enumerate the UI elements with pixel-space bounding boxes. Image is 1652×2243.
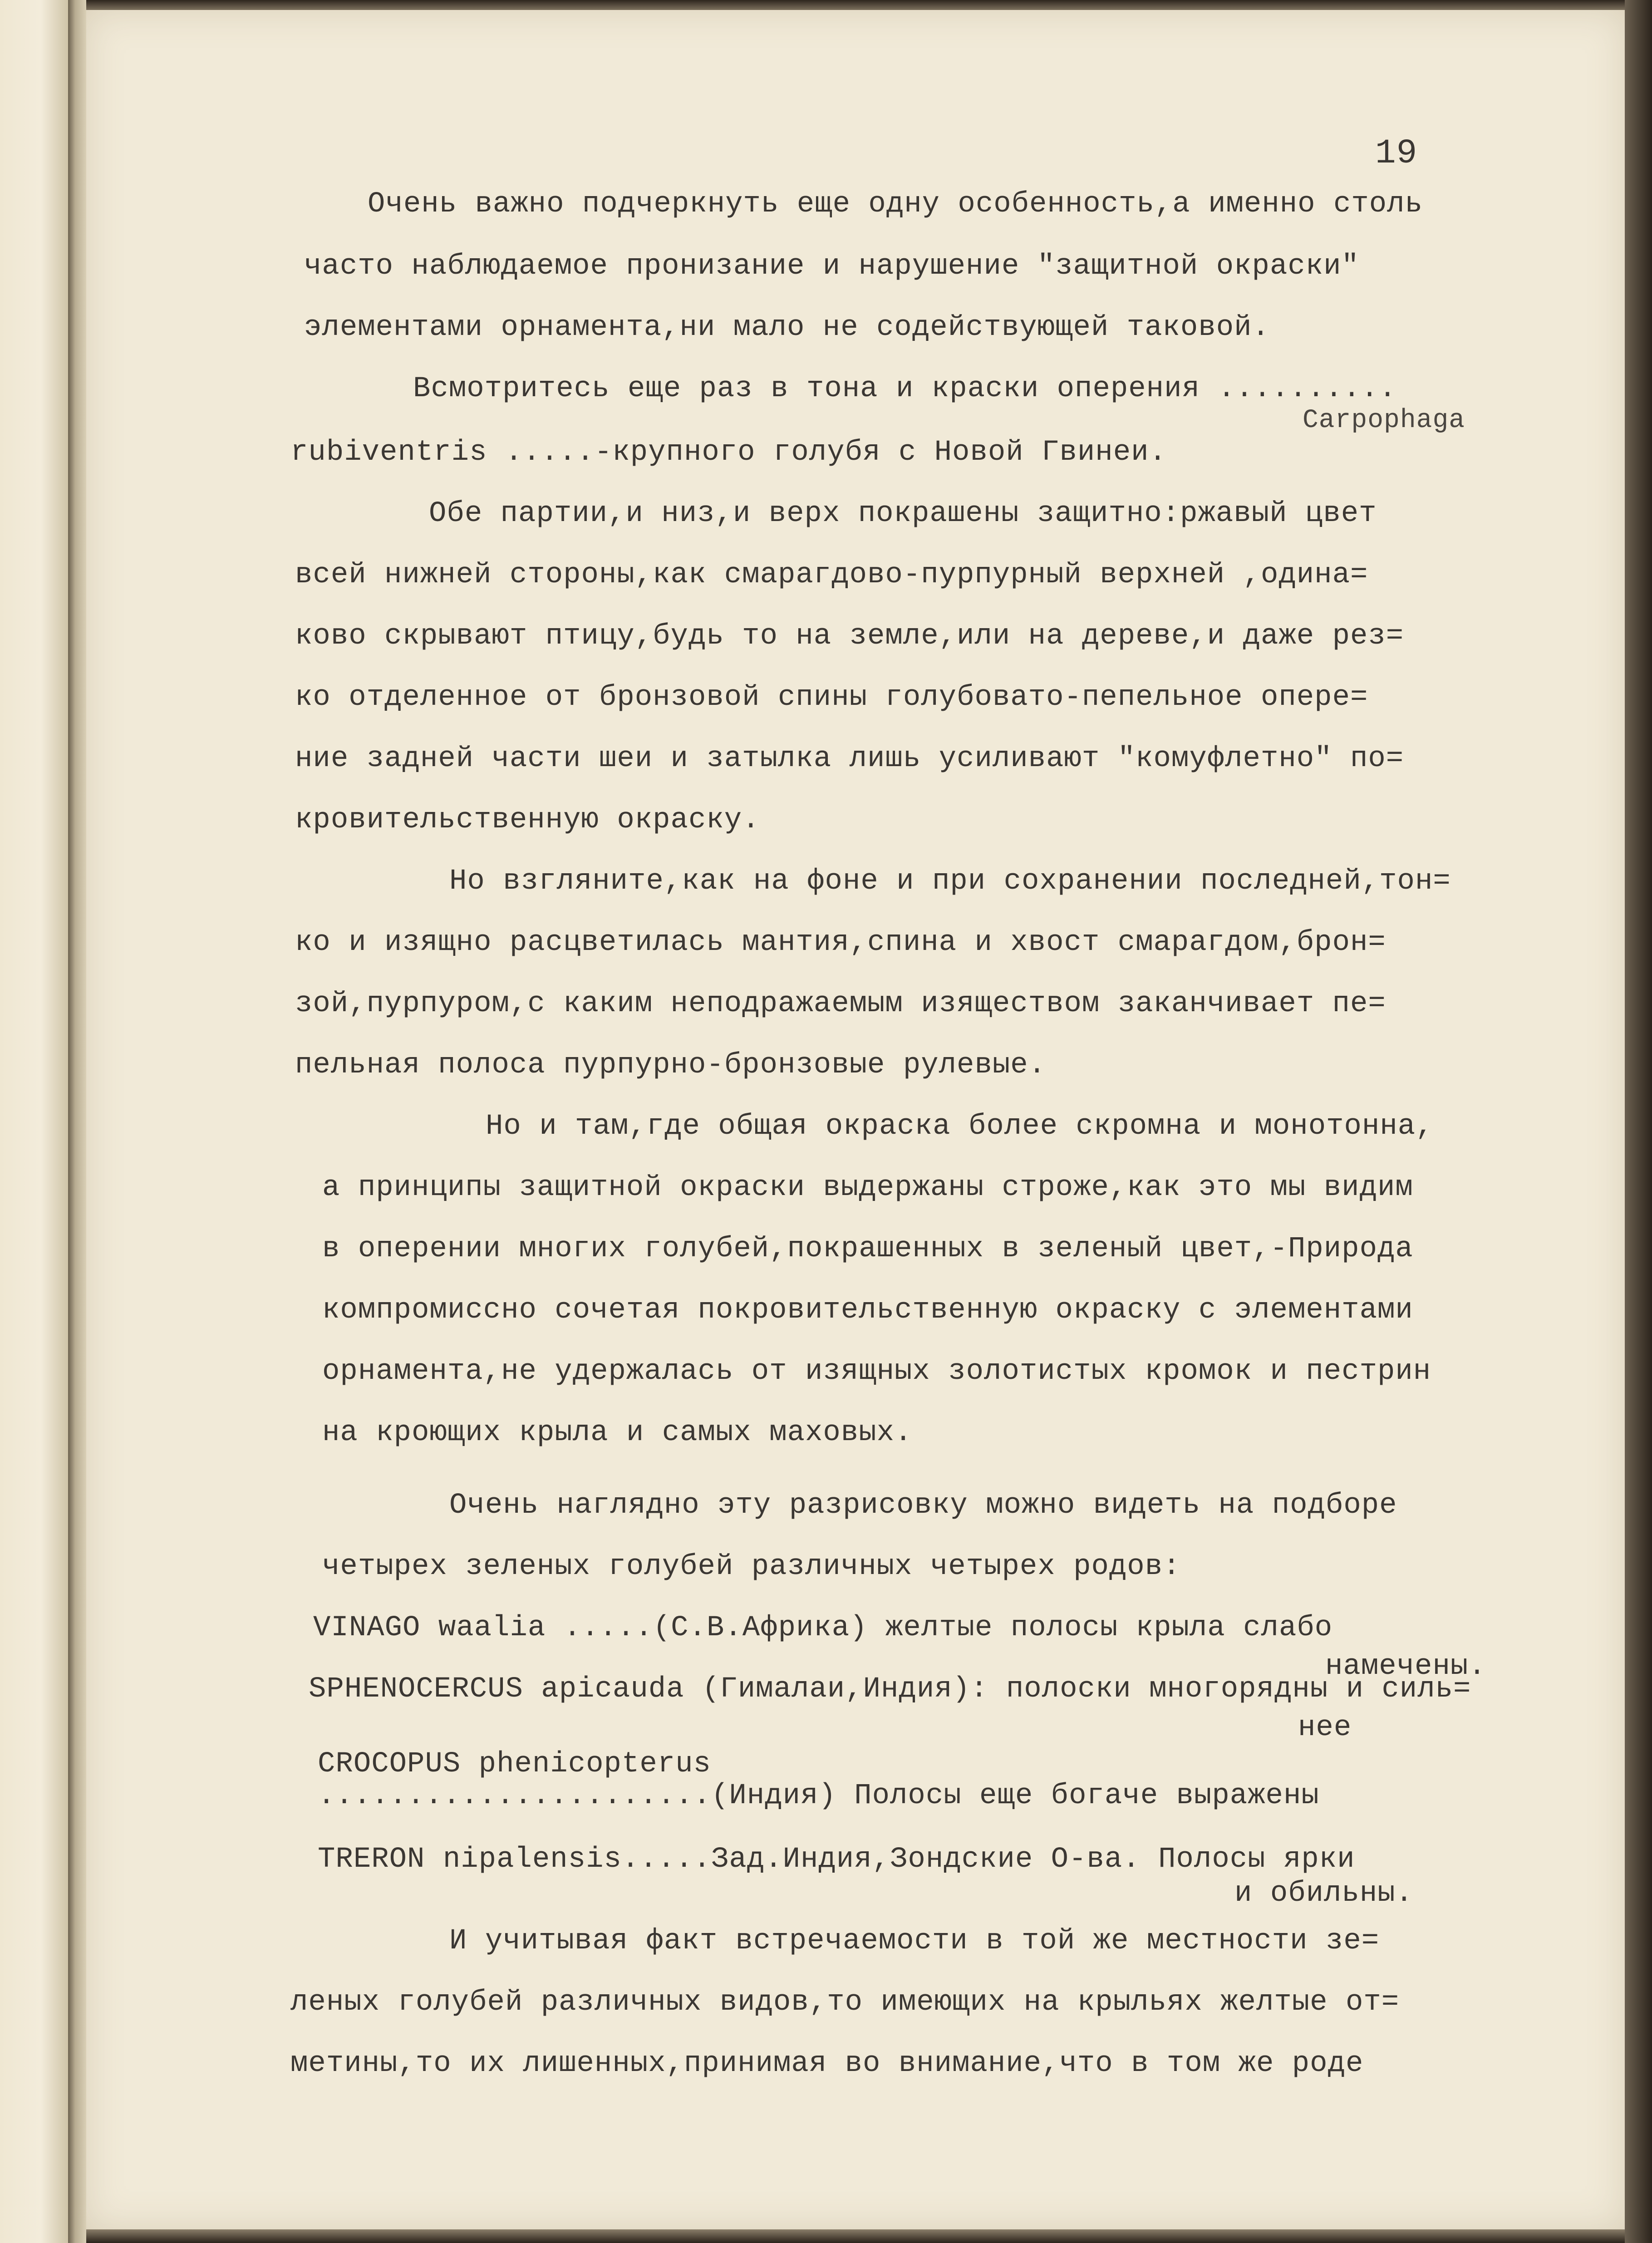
text-line: намечены.: [1325, 1650, 1486, 1683]
text-line: Очень наглядно эту разрисовку можно видеть на подборе: [449, 1489, 1397, 1522]
text-line: в оперении многих голубей,покрашенных в зеленый цвет,-Природа: [322, 1233, 1413, 1265]
text-line: пельная полоса пурпурно-бронзовые рулевые.: [295, 1049, 1047, 1082]
text-line: ......................(Индия) Полосы еще богаче выражены: [318, 1780, 1319, 1812]
text-line: на кроющих крыла и самых маховых.: [322, 1417, 913, 1449]
page-number: 19: [1375, 134, 1418, 173]
text-line: ко отделенное от бронзовой спины голубовато-пепельное опере=: [295, 681, 1368, 714]
text-line: ко и изящно расцветилась мантия,спина и хвост смарагдом,брон=: [295, 926, 1386, 959]
bottom-edge: [86, 2229, 1625, 2243]
binding-shadow: [68, 0, 86, 2243]
text-line: компромиссно сочетая покровительственную окраску с элементами: [322, 1294, 1413, 1327]
text-line: Обе партии,и низ,и верх покрашены защитно:ржавый цвет: [429, 497, 1377, 530]
text-line: SPHENOCERCUS apicauda (Гималаи,Индия): полоски многорядны и силь=: [309, 1673, 1471, 1706]
right-edge: [1625, 0, 1652, 2243]
text-line: ние задней части шеи и затылка лишь усиливают "комуфлетно" по=: [295, 743, 1404, 775]
text-line: зой,пурпуром,с каким неподражаемым изяществом заканчивает пе=: [295, 988, 1386, 1020]
text-line: нее: [1298, 1712, 1352, 1744]
top-edge: [86, 0, 1625, 10]
text-line: CROCOPUS phenicopterus: [318, 1748, 711, 1781]
text-line: часто наблюдаемое пронизание и нарушение "защитной окраски": [304, 250, 1359, 283]
text-line: а принципы защитной окраски выдержаны строже,как это мы видим: [322, 1171, 1413, 1204]
text-line: Очень важно подчеркнуть еще одну особенность,а именно столь: [368, 188, 1423, 221]
text-line: Carpophaga: [1303, 406, 1465, 435]
text-line: Но и там,где общая окраска более скромна и монотонна,: [486, 1110, 1434, 1143]
text-line: всей нижней стороны,как смарагдово-пурпурный верхней ,одина=: [295, 559, 1368, 591]
text-line: орнамента,не удержалась от изящных золотистых кромок и пестрин: [322, 1355, 1431, 1388]
text-line: четырех зеленых голубей различных четырех родов:: [322, 1550, 1181, 1583]
text-line: элементами орнамента,ни мало не содействующей таковой.: [304, 311, 1270, 344]
text-line: кровительственную окраску.: [295, 804, 760, 836]
text-line: TRERON nipalensis.....Зад.Индия,Зондские О-ва. Полосы ярки: [318, 1843, 1355, 1876]
text-line: ково скрывают птицу,будь то на земле,или на дереве,и даже рез=: [295, 620, 1404, 653]
text-line: VINAGO waalia .....(С.В.Африка) желтые полосы крыла слабо: [313, 1612, 1333, 1644]
text-line: rubiventris .....-крупного голубя с Новой Гвинеи.: [290, 436, 1167, 469]
text-line: леных голубей различных видов,то имеющих на крыльях желтые от=: [290, 1986, 1400, 2019]
text-line: метины,то их лишенных,принимая во внимание,что в том же роде: [290, 2047, 1364, 2080]
binding-edge: [0, 0, 68, 2243]
text-line: И учитывая факт встречаемости в той же местности зе=: [449, 1925, 1380, 1958]
text-line: и обильны.: [1234, 1877, 1414, 1910]
text-line: Но взгляните,как на фоне и при сохранении последней,тон=: [449, 865, 1451, 898]
text-line: Всмотритесь еще раз в тона и краски оперения ..........: [413, 373, 1397, 405]
